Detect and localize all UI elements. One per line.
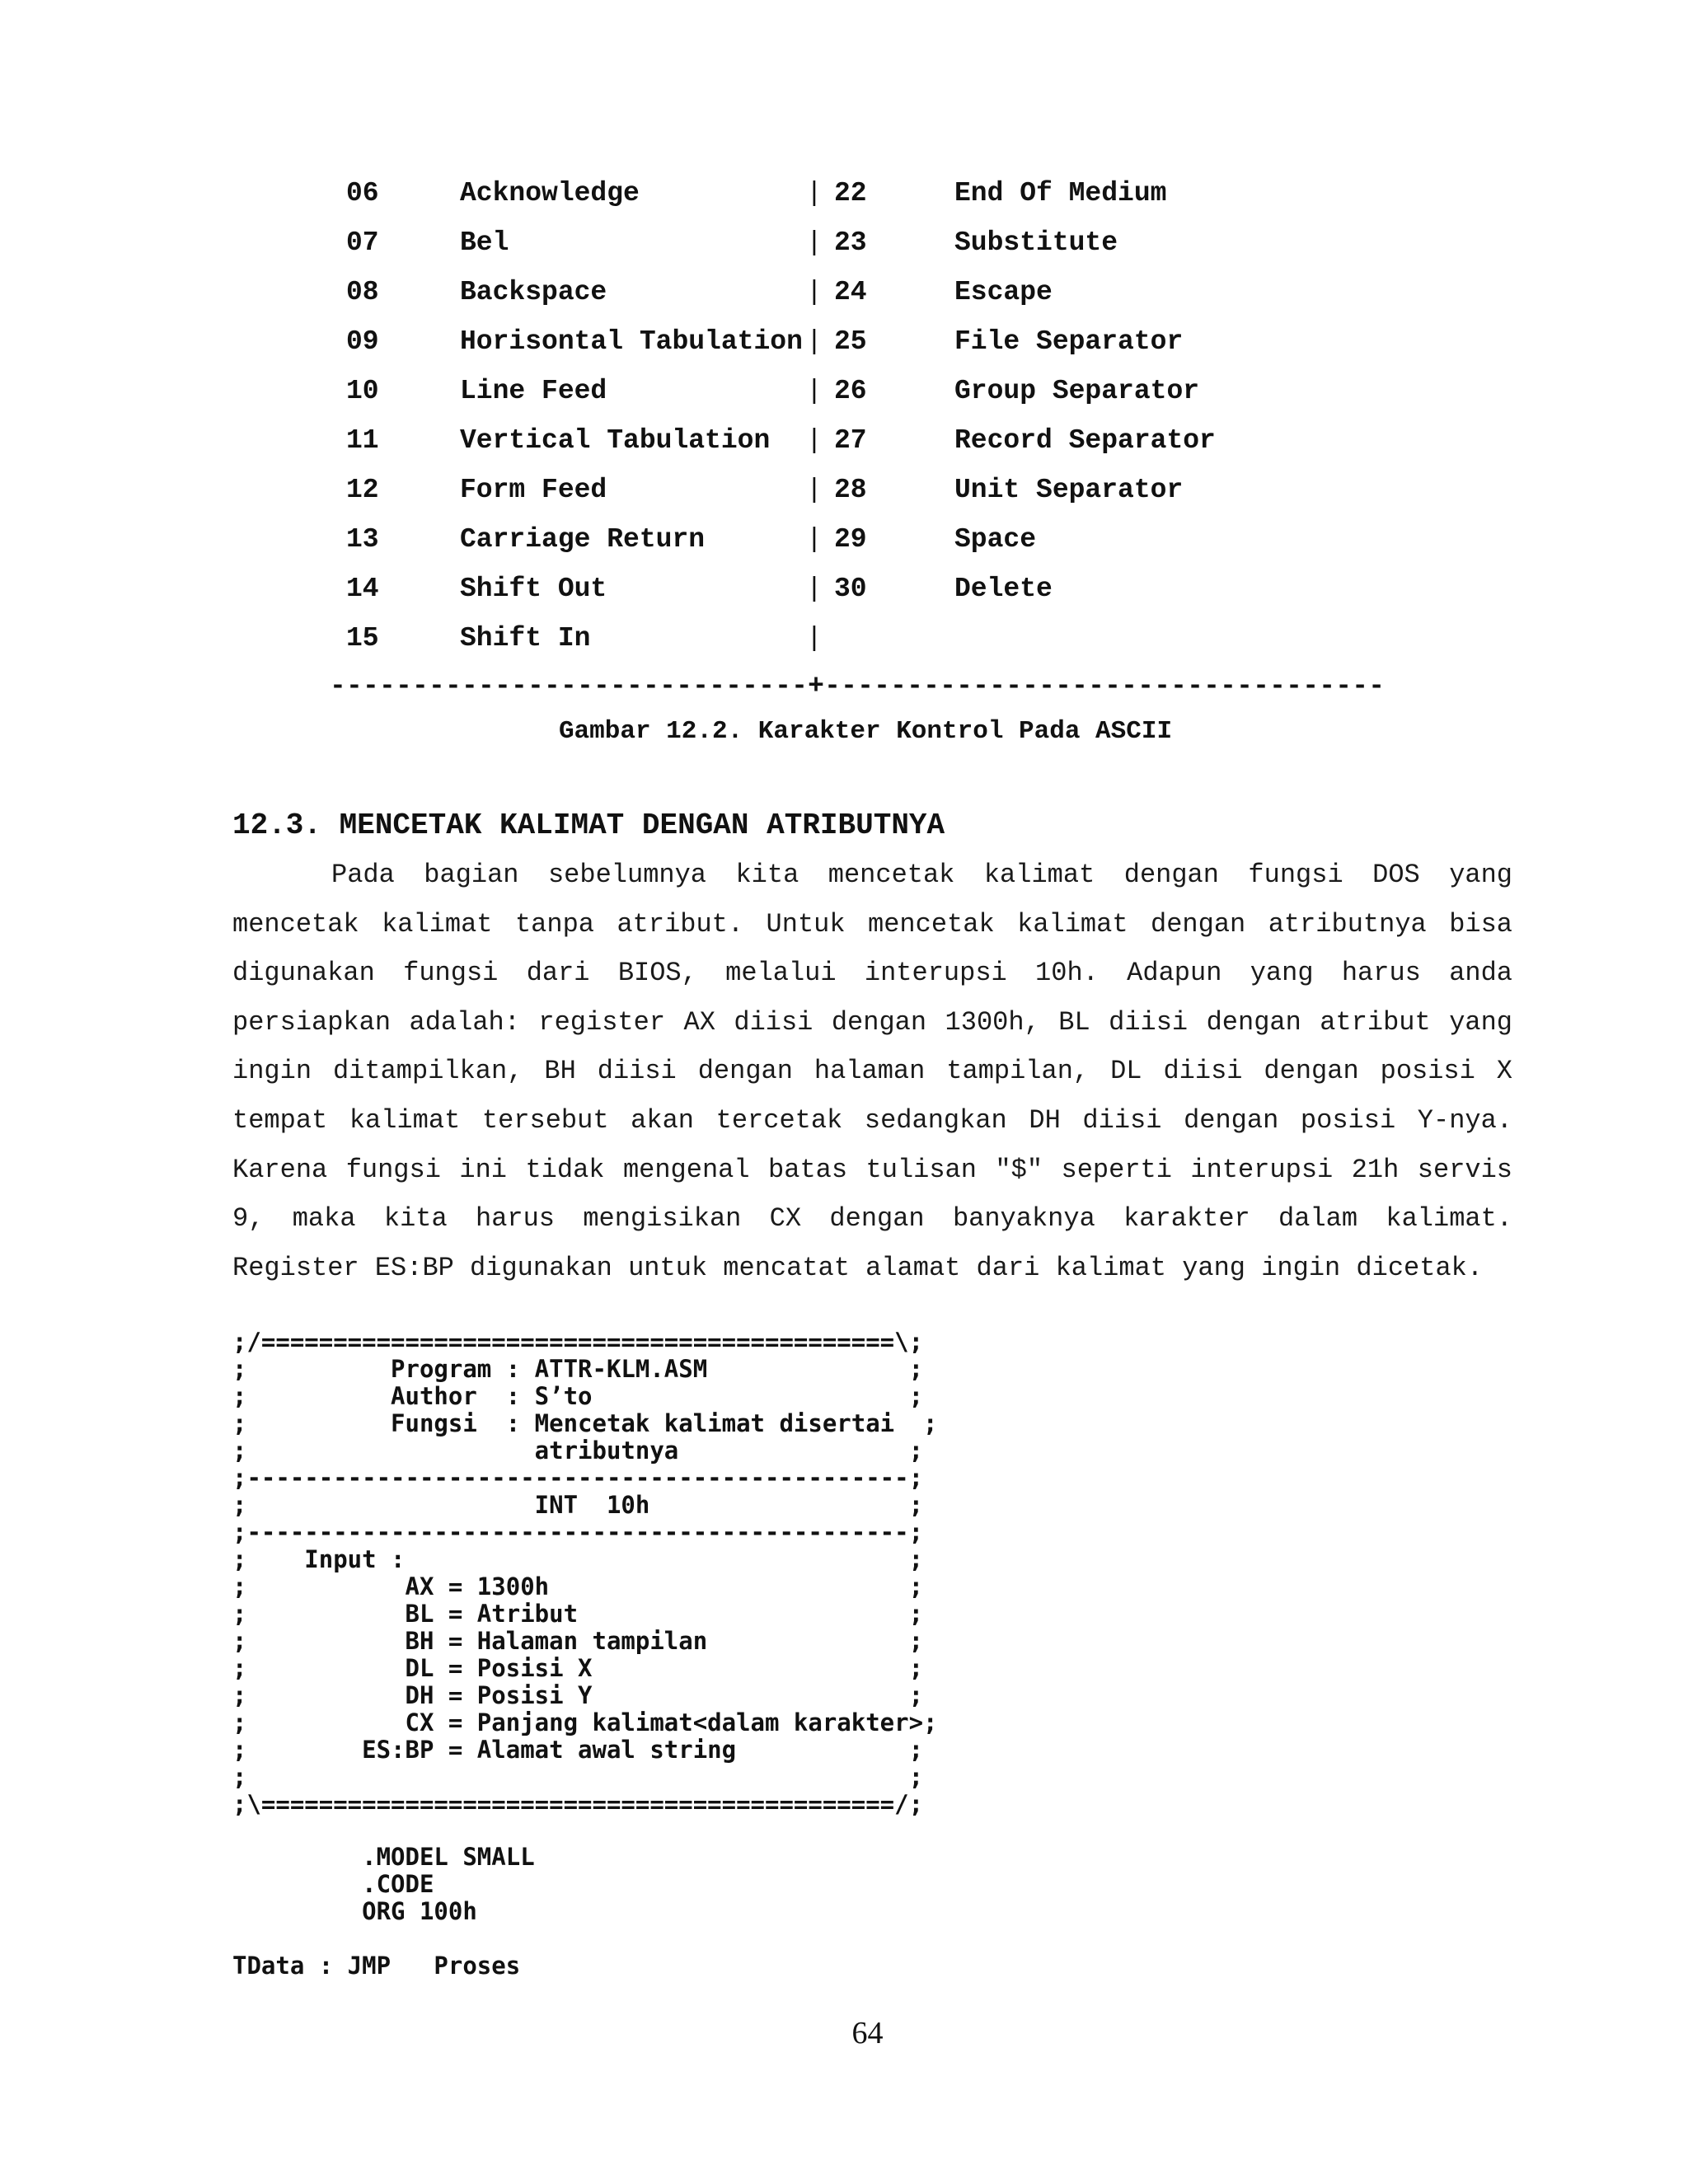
code-tdata-line: TData : JMP Proses (232, 1952, 521, 1980)
name-left: Bel (460, 227, 509, 258)
name-right: Escape (954, 277, 1053, 307)
table-row (330, 169, 1401, 218)
code-right: 23 (834, 227, 867, 258)
code-left: 12 (346, 475, 379, 505)
column-separator: | (806, 277, 823, 307)
name-left: Line Feed (460, 376, 607, 406)
name-left: Acknowledge (460, 178, 640, 209)
code-left: 06 (346, 178, 379, 209)
name-right: End Of Medium (954, 178, 1167, 209)
table-row (330, 367, 1401, 416)
name-right: Group Separator (954, 376, 1200, 406)
code-right: 30 (834, 574, 867, 604)
name-left: Horisontal Tabulation (460, 326, 803, 357)
name-right: File Separator (954, 326, 1184, 357)
name-right: Unit Separator (954, 475, 1184, 505)
code-left: 15 (346, 623, 379, 654)
table-row (330, 614, 1401, 663)
code-left: 10 (346, 376, 379, 406)
code-left: 09 (346, 326, 379, 357)
column-separator: | (806, 227, 823, 258)
code-left: 08 (346, 277, 379, 307)
code-right: 27 (834, 425, 867, 456)
code-right: 25 (834, 326, 867, 357)
page-number: 64 (851, 2016, 884, 2050)
name-right: Space (954, 524, 1037, 555)
code-comment-header: ;/============================================\; ; Program : ATTR-KLM.ASM ; ; Author : S’to ; ; Fungsi : Mencetak kalimat disertai ; ; atributnya ; ;----------------------------------------------; ; INT 10h ; ;----------------------------------------------; ; Input : ; ; AX = 1300h ; ; BL = Atribut ; ; BH = Halaman tampilan ; ; DL = Posisi X ; ; DH = Posisi Y ; ; CX = Panjang kalimat<dalam karakter>; ; ES:BP = Alamat awal string ; ; ; ;\============================================/; (232, 1328, 938, 1818)
body-paragraph: Pada bagian sebelumnya kita mencetak kalimat dengan fungsi DOS yang mencetak kalimat tanpa atribut. Untuk mencetak kalimat dengan atributnya bisa digunakan fungsi dari BIOS, melalui interupsi 10h. Adapun yang harus anda persiapkan adalah: register AX diisi dengan 1300h, BL diisi dengan atribut yang ingin ditampilkan, BH diisi dengan halaman tampilan, DL diisi dengan posisi X tempat kalimat tersebut akan tercetak sedangkan DH diisi dengan posisi Y-nya. Karena fungsi ini tidak mengenal batas tulisan "$" seperti interupsi 21h servis 9, maka kita harus mengisikan CX dengan banyaknya karakter dalam kalimat. Register ES:BP digunakan untuk mencatat alamat dari kalimat yang ingin dicetak. (232, 860, 1512, 1283)
name-left: Shift In (460, 623, 591, 654)
table-row (330, 416, 1401, 466)
table-row (330, 218, 1401, 268)
name-left: Carriage Return (460, 524, 706, 555)
table-row (330, 317, 1401, 367)
column-separator: | (806, 376, 823, 406)
code-right: 24 (834, 277, 867, 307)
table-row (330, 565, 1401, 614)
code-right: 22 (834, 178, 867, 209)
name-left: Form Feed (460, 475, 607, 505)
column-separator: | (806, 623, 823, 654)
column-separator: | (806, 425, 823, 456)
column-separator: | (806, 178, 823, 209)
ascii-control-table (330, 169, 1401, 663)
code-left: 13 (346, 524, 379, 555)
code-directives: .MODEL SMALL .CODE ORG 100h (362, 1843, 535, 1925)
name-left: Vertical Tabulation (460, 425, 771, 456)
name-right: Substitute (954, 227, 1118, 258)
column-separator: | (806, 574, 823, 604)
code-left: 14 (346, 574, 379, 604)
column-separator: | (806, 326, 823, 357)
column-separator: | (806, 524, 823, 555)
table-row (330, 268, 1401, 317)
code-right: 26 (834, 376, 867, 406)
name-right: Delete (954, 574, 1053, 604)
column-separator: | (806, 475, 823, 505)
code-right: 28 (834, 475, 867, 505)
name-left: Backspace (460, 277, 607, 307)
code-right: 29 (834, 524, 867, 555)
code-left: 07 (346, 227, 379, 258)
table-row (330, 515, 1401, 565)
name-right: Record Separator (954, 425, 1216, 456)
table-bottom-rule: -----------------------------+---------------------------------- (330, 671, 1386, 701)
table-row (330, 466, 1401, 515)
section-heading: 12.3. MENCETAK KALIMAT DENGAN ATRIBUTNYA (232, 808, 945, 842)
figure-caption: Gambar 12.2. Karakter Kontrol Pada ASCII (558, 717, 1173, 746)
name-left: Shift Out (460, 574, 607, 604)
code-left: 11 (346, 425, 379, 456)
